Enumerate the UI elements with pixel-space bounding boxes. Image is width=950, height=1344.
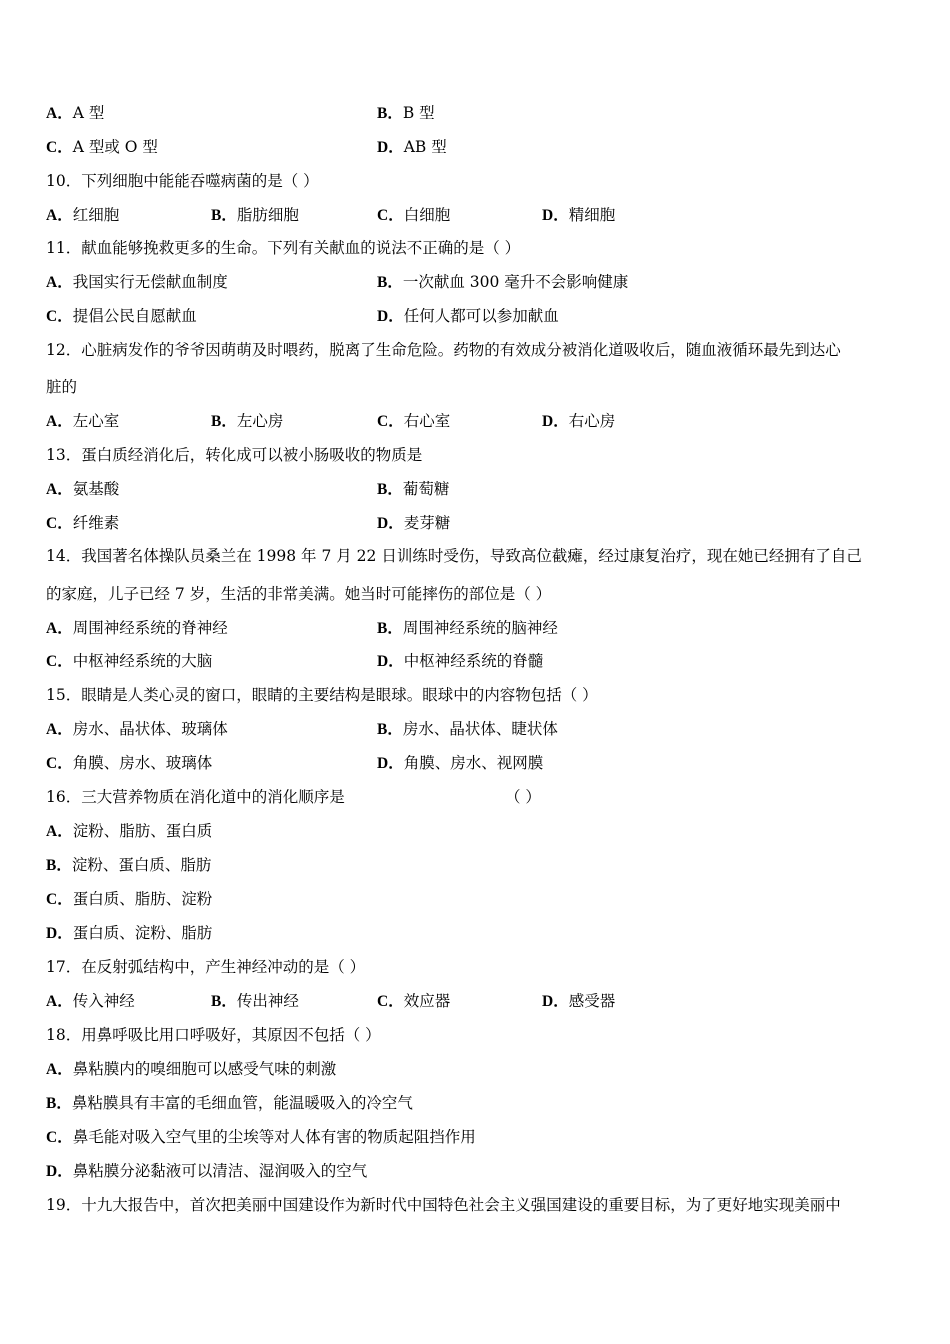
- q17-option-a: A．传入神经: [46, 992, 135, 1010]
- q16-option-c: C．蛋白质、脂肪、淀粉: [46, 890, 213, 908]
- q16-answer-bracket: （ ）: [505, 788, 541, 806]
- q11-option-d: D．任何人都可以参加献血: [377, 307, 559, 325]
- q15-option-b: B．房水、晶状体、睫状体: [377, 720, 558, 738]
- q17-stem: 17．在反射弧结构中，产生神经冲动的是（ ）: [46, 958, 366, 976]
- q15-option-c: C．角膜、房水、玻璃体: [46, 754, 213, 772]
- q11-option-b: B．一次献血 300 毫升不会影响健康: [377, 273, 629, 291]
- q13-option-b: B．葡萄糖: [377, 480, 450, 498]
- q10-option-a: A．红细胞: [46, 206, 120, 224]
- q13-stem: 13．蛋白质经消化后，转化成可以被小肠吸收的物质是: [46, 446, 423, 464]
- q17-option-d: D．感受器: [542, 992, 616, 1010]
- q14-option-c: C．中枢神经系统的大脑: [46, 652, 213, 670]
- q13-option-c: C．纤维素: [46, 514, 120, 532]
- q11-option-c: C．提倡公民自愿献血: [46, 307, 197, 325]
- q14-option-d: D．中枢神经系统的脊髓: [377, 652, 544, 670]
- q15-option-a: A．房水、晶状体、玻璃体: [46, 720, 228, 738]
- q13-option-d: D．麦芽糖: [377, 514, 451, 532]
- q18-option-b: B．鼻粘膜具有丰富的毛细血管，能温暖吸入的冷空气: [46, 1094, 413, 1112]
- q9-option-d: D．AB 型: [377, 138, 447, 156]
- q12-stem: 12．心脏病发作的爷爷因萌萌及时喂药，脱离了生命危险。药物的有效成分被消化道吸收后，随血液循环最先到达心: [46, 341, 841, 359]
- q13-option-a: A．氨基酸: [46, 480, 120, 498]
- q10-option-c: C．白细胞: [377, 206, 451, 224]
- q14-stem: 14．我国著名体操队员桑兰在 1998 年 7 月 22 日训练时受伤，导致高位截瘫，经过康复治疗，现在她已经拥有了自己: [46, 547, 862, 565]
- q9-option-c: C．A 型或 O 型: [46, 138, 158, 156]
- q14-option-a: A．周围神经系统的脊神经: [46, 619, 228, 637]
- q18-option-d: D．鼻粘膜分泌黏液可以清洁、湿润吸入的空气: [46, 1162, 368, 1180]
- q12-stem-cont: 脏的: [46, 378, 78, 396]
- q9-option-a: A．A 型: [46, 104, 105, 122]
- q19-stem: 19．十九大报告中，首次把美丽中国建设作为新时代中国特色社会主义强国建设的重要目标，为了更好地实现美丽中: [46, 1196, 841, 1214]
- q18-option-a: A．鼻粘膜内的嗅细胞可以感受气味的刺激: [46, 1060, 337, 1078]
- q15-stem: 15．眼睛是人类心灵的窗口，眼睛的主要结构是眼球。眼球中的内容物包括（ ）: [46, 686, 598, 704]
- q16-stem: 16．三大营养物质在消化道中的消化顺序是: [46, 788, 345, 806]
- q16-option-d: D．蛋白质、淀粉、脂肪: [46, 924, 213, 942]
- q16-option-a: A．淀粉、脂肪、蛋白质: [46, 822, 213, 840]
- q17-option-c: C．效应器: [377, 992, 451, 1010]
- q14-option-b: B．周围神经系统的脑神经: [377, 619, 558, 637]
- q12-option-c: C．右心室: [377, 412, 451, 430]
- q17-option-b: B．传出神经: [211, 992, 299, 1010]
- q9-option-b: B．B 型: [377, 104, 435, 122]
- q10-stem: 10．下列细胞中能能吞噬病菌的是（ ）: [46, 172, 319, 190]
- q10-option-d: D．精细胞: [542, 206, 616, 224]
- q15-option-d: D．角膜、房水、视网膜: [377, 754, 544, 772]
- q16-option-b: B．淀粉、蛋白质、脂肪: [46, 856, 212, 874]
- q18-option-c: C．鼻毛能对吸入空气里的尘埃等对人体有害的物质起阻挡作用: [46, 1128, 476, 1146]
- q11-stem: 11．献血能够挽救更多的生命。下列有关献血的说法不正确的是（ ）: [46, 239, 521, 257]
- q18-stem: 18．用鼻呼吸比用口呼吸好，其原因不包括（ ）: [46, 1026, 381, 1044]
- q12-option-d: D．右心房: [542, 412, 616, 430]
- q12-option-a: A．左心室: [46, 412, 120, 430]
- q11-option-a: A．我国实行无偿献血制度: [46, 273, 228, 291]
- q12-option-b: B．左心房: [211, 412, 284, 430]
- q10-option-b: B．脂肪细胞: [211, 206, 299, 224]
- q14-stem-cont: 的家庭，儿子已经 7 岁，生活的非常美满。她当时可能摔伤的部位是（ ）: [46, 585, 552, 603]
